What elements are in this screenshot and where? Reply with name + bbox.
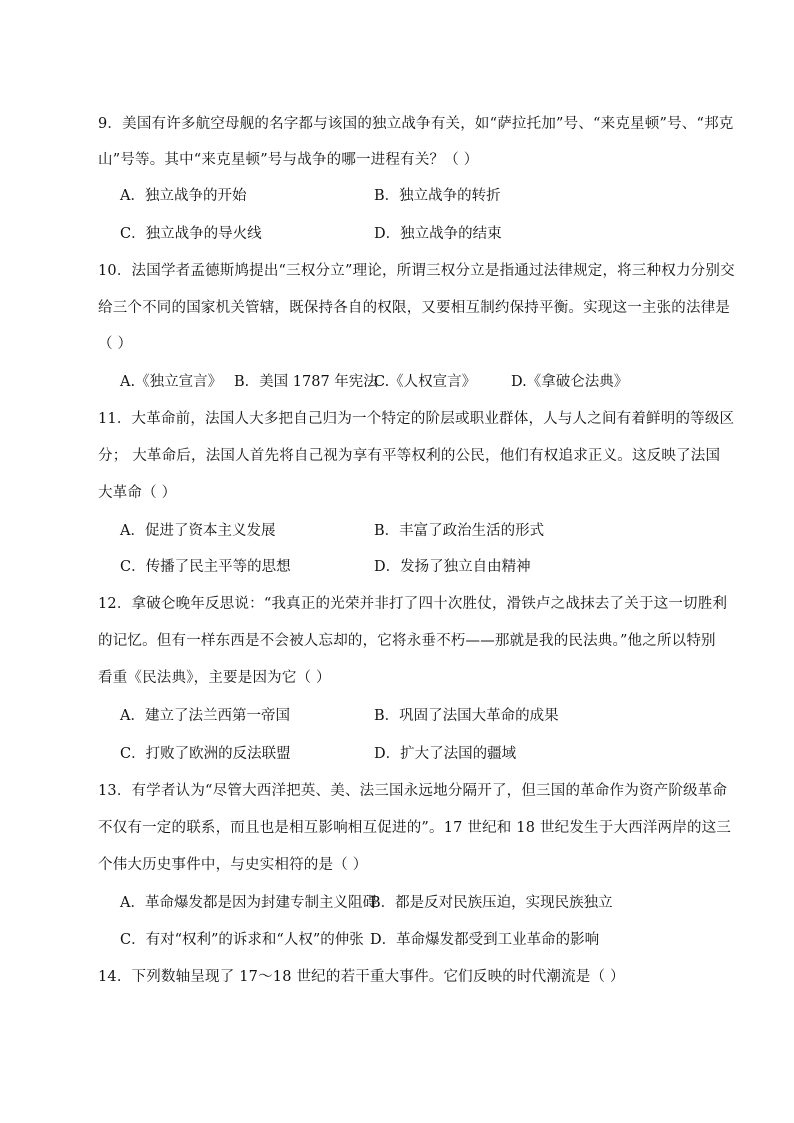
question-13-option-a[interactable]: A．革命爆发都是因为封建专制主义阻碍	[120, 895, 377, 911]
question-12-line-2: 的记忆。但有一样东西是不会被人忘却的，它将永垂不朽——那就是我的民法典。”他之所以特别	[98, 633, 716, 649]
question-13-option-c[interactable]: C．有对“权利”的诉求和“人权”的伸张	[120, 932, 364, 948]
question-12-option-c[interactable]: C．打败了欧洲的反法联盟	[120, 746, 291, 762]
question-13-option-d[interactable]: D．革命爆发都受到工业革命的影响	[370, 932, 600, 948]
question-11-line-1: 11．大革命前，法国人大多把自己归为一个特定的阶层或职业群体，人与人之间有着鲜明的等级区	[98, 411, 735, 427]
question-12-option-a[interactable]: A．建立了法兰西第一帝国	[120, 708, 290, 724]
question-9-option-a[interactable]: A．独立战争的开始	[120, 188, 247, 204]
question-11-option-b[interactable]: B．丰富了政治生活的形式	[374, 523, 545, 539]
question-13-line-2: 不仅有一定的联系，而且也是相互影响相互促进的”。17 世纪和 18 世纪发生于大西洋两岸的这三	[98, 820, 732, 836]
question-10-line-2: 给三个不同的国家机关管辖，既保持各自的权限，又要相互制约保持平衡。实现这一主张的法律是	[98, 300, 731, 316]
question-10-line-1: 10．法国学者孟德斯鸠提出“三权分立”理论，所谓三权分立是指通过法律规定，将三种权力分别交	[98, 263, 735, 279]
question-12-line-3: 看重《民法典》，主要是因为它（ ）	[98, 670, 331, 686]
question-9-option-c[interactable]: C．独立战争的导火线	[120, 226, 262, 242]
question-13-line-3: 个伟大历史事件中，与史实相符的是（ ）	[98, 857, 368, 873]
question-14-line-1: 14．下列数轴呈现了 17～18 世纪的若干重大事件。它们反映的时代潮流是（ ）	[98, 969, 625, 985]
question-10-option-d[interactable]: D.《拿破仑法典》	[511, 374, 629, 390]
question-10-option-b[interactable]: B．美国 1787 年宪法	[234, 374, 378, 390]
question-11-option-c[interactable]: C．传播了民主平等的思想	[120, 559, 291, 575]
question-13-option-b[interactable]: B．都是反对民族压迫，实现民族独立	[370, 895, 613, 911]
question-9-line-1: 9．美国有许多航空母舰的名字都与该国的独立战争有关，如“萨拉托加”号、“来克星顿”号、“邦克	[98, 116, 734, 132]
question-11-option-d[interactable]: D．发扬了独立自由精神	[374, 559, 531, 575]
question-12-line-1: 12．拿破仑晚年反思说：“我真正的光荣并非打了四十次胜仗，滑铁卢之战抹去了关于这一切胜利	[98, 596, 728, 612]
question-9-line-2: 山”号等。其中“来克星顿”号与战争的哪一进程有关？（ ）	[98, 152, 479, 168]
question-9-option-d[interactable]: D．独立战争的结束	[374, 226, 502, 242]
question-12-option-b[interactable]: B．巩固了法国大革命的成果	[374, 708, 559, 724]
question-12-option-d[interactable]: D．扩大了法国的疆域	[374, 746, 517, 762]
question-10-option-a[interactable]: A.《独立宣言》	[120, 374, 223, 390]
question-13-line-1: 13．有学者认为“尽管大西洋把英、美、法三国永远地分隔开了，但三国的革命作为资产阶级革命	[98, 783, 728, 799]
question-11-option-a[interactable]: A．促进了资本主义发展	[120, 523, 276, 539]
question-10-line-3: （ ）	[98, 336, 133, 352]
question-9-option-b[interactable]: B．独立战争的转折	[374, 188, 501, 204]
question-11-line-2: 分； 大革命后，法国人首先将自己视为享有平等权利的公民，他们有权追求正义。这反映了法国	[98, 448, 721, 464]
question-10-option-c[interactable]: C.《人权宣言》	[374, 374, 477, 390]
question-11-line-3: 大革命（ ）	[98, 485, 177, 501]
